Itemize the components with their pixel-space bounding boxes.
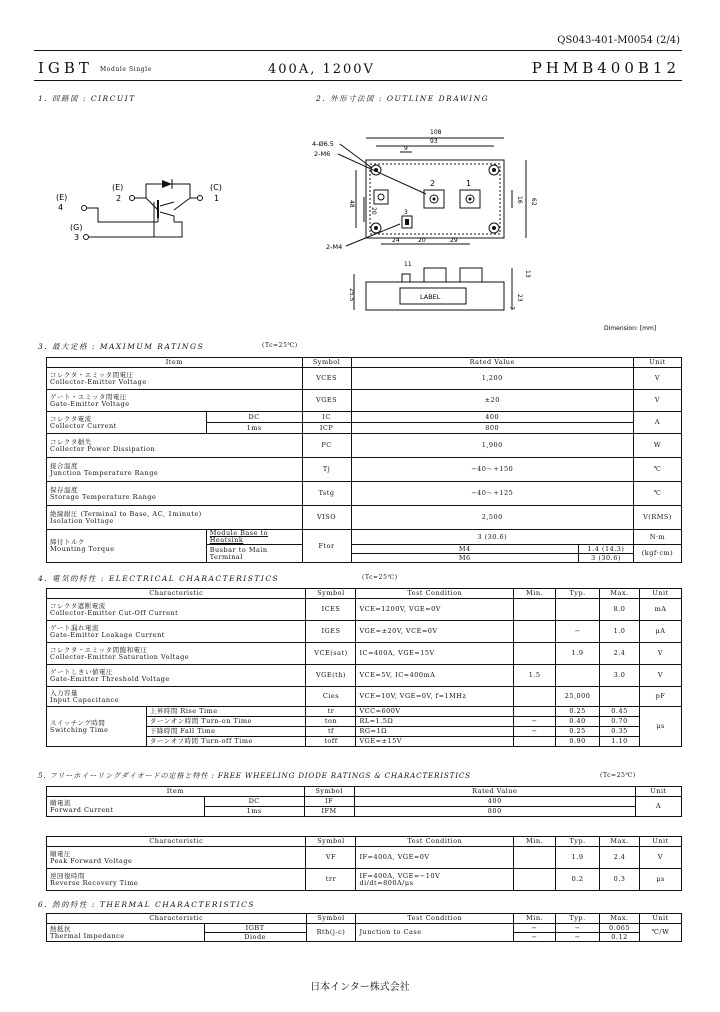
fwd-title: 5. フリーホイーリングダイオードの定格と特性 : FREE WHEELING DIODE RATINGS & CHARACTERISTICS bbox=[38, 771, 471, 780]
table-row: ターンオン時間 Turn-on Time ton RL=1.5Ω − 0.40 0.70 bbox=[47, 717, 682, 727]
table-row: 接合温度 Junction Temperature Range Tj −40～+150 ℃ bbox=[47, 458, 682, 482]
table-row: コレクタ損失 Collector Power Dissipation PC 1,900 W bbox=[47, 434, 682, 458]
pin-2-label: 2 bbox=[430, 179, 436, 188]
table-row: スイッチング時間 Switching Time 上昇時間 Rise Time tr VCC=600V 0.25 0.45 μs bbox=[47, 707, 682, 717]
table-row: コレクタ遮断電流 Collector-Emitter Cut-Off Current ICES VCE=1200V, VGE=0V 8.0 mA bbox=[47, 599, 682, 621]
label-text: LABEL bbox=[420, 293, 441, 301]
label-e2: (E) bbox=[112, 183, 124, 192]
table-row: 保存温度 Storage Temperature Range Tstg −40～+125 ℃ bbox=[47, 482, 682, 506]
dim-93: 93 bbox=[430, 138, 438, 145]
outline-title: 2. 外形寸法図 : OUTLINE DRAWING bbox=[316, 94, 490, 103]
circuit-title: 1. 回路図 : CIRCUIT bbox=[38, 94, 136, 103]
dim-hole: 4-Ø6.5 bbox=[312, 140, 334, 148]
table-row: ゲートしきい値電圧 Gate-Emitter Threshold Voltage VGE(th) VCE=5V, IC=400mA 1.5 3.0 V bbox=[47, 665, 682, 687]
dim-255: 25.5 bbox=[348, 288, 355, 302]
fwd-cond: (Tc=25℃) bbox=[600, 772, 636, 779]
table-row: 入力容量 Input Capacitance Cies VCE=10V, VGE=0V, f=1MHz 25,000 pF bbox=[47, 687, 682, 707]
table-row: Busbar to Main Terminal M4 1.4 (14.3) (kgf·cm) bbox=[47, 545, 682, 554]
table-row: 絶縁耐圧 (Terminal to Base, AC, 1minute) Isolation Voltage VISO 2,500 V(RMS) bbox=[47, 506, 682, 530]
table-row: コレクタ電流 Collector Current DC IC 400 A bbox=[47, 412, 682, 423]
label-g3: (G) bbox=[70, 223, 83, 232]
label-g3-num: 3 bbox=[74, 233, 80, 242]
part-number: PHMB400B12 bbox=[531, 59, 680, 77]
dim-29: 29 bbox=[450, 237, 458, 244]
dim-24: 24 bbox=[392, 237, 400, 244]
table-row: Diode − − 0.12 bbox=[47, 933, 682, 942]
max-ratings-cond: (Tc=25℃) bbox=[262, 342, 298, 349]
dim-108: 108 bbox=[430, 129, 442, 136]
label-e4: (E) bbox=[56, 193, 68, 202]
dim-62: 62 bbox=[530, 198, 537, 206]
pin-1-label: 1 bbox=[466, 179, 472, 188]
thermal-table: Characteristic Symbol Test Condition Min. Typ. Max. Unit 熱抵抗 Thermal Impedance IGBT Rth(j-c) Junction to Case − − 0.065 ℃/W Diode − − 0.12 bbox=[46, 913, 682, 942]
header-rating: 400A, 1200V bbox=[268, 62, 375, 77]
label-e2-num: 2 bbox=[116, 194, 122, 203]
thermal-title: 6. 熱的特性 : THERMAL CHARACTERISTICS bbox=[38, 900, 256, 909]
fwd-char-table: Characteristic Symbol Test Condition Min. Typ. Max. Unit 順電圧 Peak Forward Voltage VF IF=400A, VGE=0V 1.9 2.4 V 逆回復時間 Reverse Recovery Time trr IF=400A, VGE=−10V di/dt=800A/μs 0.2 0.3 μs bbox=[46, 836, 682, 891]
dim-20: 20 bbox=[370, 207, 377, 215]
table-row: 下降時間 Fall Time tf RG=1Ω − 0.25 0.35 bbox=[47, 727, 682, 737]
elec-title: 4. 電気的特性 : ELECTRICAL CHARACTERISTICS bbox=[38, 574, 280, 583]
dim-48: 48 bbox=[348, 200, 355, 208]
header-type: IGBT bbox=[38, 59, 93, 77]
table-row: ゲート・エミッタ間電圧 Gate-Emitter Voltage VGES ±20 V bbox=[47, 390, 682, 412]
table-row: コレクタ・エミッタ間飽和電圧 Collector-Emitter Saturation Voltage VCE(sat) IC=400A, VGE=15V 1.9 2.4 V bbox=[47, 643, 682, 665]
label-c1: (C) bbox=[210, 183, 222, 192]
dim-9: 9 bbox=[404, 145, 408, 152]
table-row: 熱抵抗 Thermal Impedance IGBT Rth(j-c) Junction to Case − − 0.065 ℃/W bbox=[47, 924, 682, 933]
doc-number: QS043-401-M0054 (2/4) bbox=[557, 35, 680, 46]
footer-company: 日本インター株式会社 bbox=[310, 982, 410, 993]
table-row: 1ms IFM 800 bbox=[47, 807, 682, 817]
table-row: 締付トルク Mounting Torque Module Base to Heatsink Ftor 3 (30.6) N·m bbox=[47, 530, 682, 545]
dim-m4: 2-M4 bbox=[326, 243, 343, 251]
fwd-rating-table: Item Symbol Rated Value Unit 順電流 Forward Current DC IF 400 A 1ms IFM 800 bbox=[46, 786, 682, 817]
dim-16: 16 bbox=[516, 196, 523, 204]
circuit-diagram bbox=[50, 170, 240, 250]
table-row: コレクタ・エミッタ間電圧 Collector-Emitter Voltage VCES 1,200 V bbox=[47, 368, 682, 390]
table-row: 順電流 Forward Current DC IF 400 A bbox=[47, 797, 682, 807]
dim-13: 13 bbox=[524, 270, 531, 278]
dim-11: 11 bbox=[404, 261, 412, 268]
elec-table: Characteristic Symbol Test Condition Min. Typ. Max. Unit コレクタ遮断電流 Collector-Emitter Cut-Off Current ICES VCE=1200V, VGE=0V 8.0 mA ゲート漏れ電流 Gate-Emitter Leakage Current IGES VGE=±20V, VCE=0V − 1.0 μA コレクタ・エミッタ間飽和電圧 Collector-Emitter Saturation Voltage VCE(sat) IC=400A, VGE=15V 1.9 2.4 V ゲートしきい値電圧 Gate-Emitter Threshold Voltage VGE(th) VCE=5V, IC=400mA 1.5 3.0 V 入力容量 Input Capacitance Cies VCE=10V, VGE=0V, f=1MHz 25,000 pF スイッチング時間 Switching Time 上昇時間 Rise Time tr VCC=600V 0.25 0.45 μs ターンオン時間 Turn-on Time ton RL=1.5Ω − 0.40 0.70 下降時間 Fall Time tf RG=1Ω − 0.25 0.35 ターンオフ時間 Turn-off Time toff VGE=±15V 0.90 1.10 bbox=[46, 588, 682, 747]
table-row: M6 3 (30.6) bbox=[47, 554, 682, 563]
table-row: ゲート漏れ電流 Gate-Emitter Leakage Current IGES VGE=±20V, VCE=0V − 1.0 μA bbox=[47, 621, 682, 643]
table-row: 1ms ICP 800 bbox=[47, 423, 682, 434]
dim-7: 7 bbox=[508, 306, 515, 310]
max-ratings-table: Item Symbol Rated Value Unit コレクタ・エミッタ間電圧 Collector-Emitter Voltage VCES 1,200 V ゲート・エミッタ間電圧 Gate-Emitter Voltage VGES ±20 V コレクタ電流 Collector Current DC IC 400 A 1ms ICP 800 コレクタ損失 Collector Power Dissipation PC 1,900 W 接合温度 Junction Temperature Range Tj −40～+150 ℃ 保存温度 Storage Temperature Range Tstg −40～+125 ℃ 絶縁耐圧 (Terminal to Base, AC, 1minute) Isolation Voltage VISO 2,500 V(RMS) 締付トルク Mounting Torque Module Base to Heatsink Ftor 3 (30.6) N·m Busbar to Main Terminal M4 1.4 (14.3) (kgf·cm) M6 3 (30.6) bbox=[46, 357, 682, 563]
header-type-sub: Module Single bbox=[100, 66, 152, 73]
outline-drawing bbox=[300, 118, 680, 340]
unit-note: Dimension: [mm] bbox=[604, 325, 657, 332]
dim-23: 23 bbox=[516, 294, 523, 302]
table-row: 逆回復時間 Reverse Recovery Time trr IF=400A, VGE=−10V di/dt=800A/μs 0.2 0.3 μs bbox=[47, 869, 682, 891]
label-e4-num: 4 bbox=[58, 203, 64, 212]
label-c1-num: 1 bbox=[214, 194, 220, 203]
pin-3-label: 3 bbox=[404, 209, 408, 216]
dim-m6: 2-M6 bbox=[314, 150, 331, 158]
elec-cond: (Tc=25℃) bbox=[362, 574, 398, 581]
table-row: 順電圧 Peak Forward Voltage VF IF=400A, VGE=0V 1.9 2.4 V bbox=[47, 847, 682, 869]
dim-20b: 20 bbox=[418, 237, 426, 244]
max-ratings-title: 3. 最大定格 : MAXIMUM RATINGS bbox=[38, 342, 205, 351]
table-row: ターンオフ時間 Turn-off Time toff VGE=±15V 0.90 1.10 bbox=[47, 737, 682, 747]
